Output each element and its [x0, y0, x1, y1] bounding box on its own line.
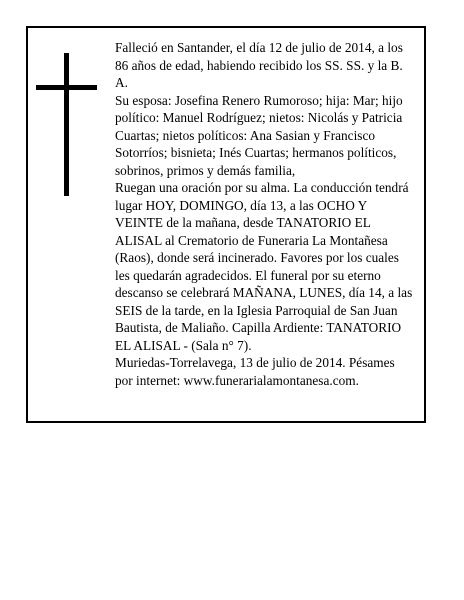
cross-icon	[64, 53, 69, 196]
place-date-paragraph: Muriedas-Torrelavega, 13 de julio de 2014. Pésames por internet: www.funerarialamontanesa.com.	[115, 355, 395, 388]
family-paragraph: Su esposa: Josefina Renero Rumoroso; hija: Mar; hijo político: Manuel Rodríguez; nietos: Nicolás y Patricia Cuartas; nietos políticos: Ana Sasian y Francisco Sotorríos; bisnieta; Inés Cuartas; hermanos políticos, sobrinos, primos y demás familia,	[115, 92, 403, 178]
death-announcement-paragraph: Falleció en Santander, el día 12 de julio de 2014, a los 86 años de edad, habiendo recibido los SS. SS. y la B. A.	[115, 40, 403, 90]
funeral-details-paragraph: Ruegan una oración por su alma. La conducción tendrá lugar HOY, DOMINGO, día 13, a las OCHO Y VEINTE de la mañana, desde TANATORIO EL ALISAL al Crematorio de Funeraria La Montañesa (Raos), donde será incinerado. Favores por los cuales les quedarán agradecidos. El funeral por su eterno descanso se celebrará MAÑANA, LUNES, día 14, a las SEIS de la tarde, en la Iglesia Parroquial de San Juan Bautista, de Maliaño. Capilla Ardiente: TANATORIO EL ALISAL - (Sala n° 7).	[115, 180, 413, 353]
cross-icon-crossbar	[36, 85, 97, 90]
obituary-text-block	[115, 39, 415, 389]
